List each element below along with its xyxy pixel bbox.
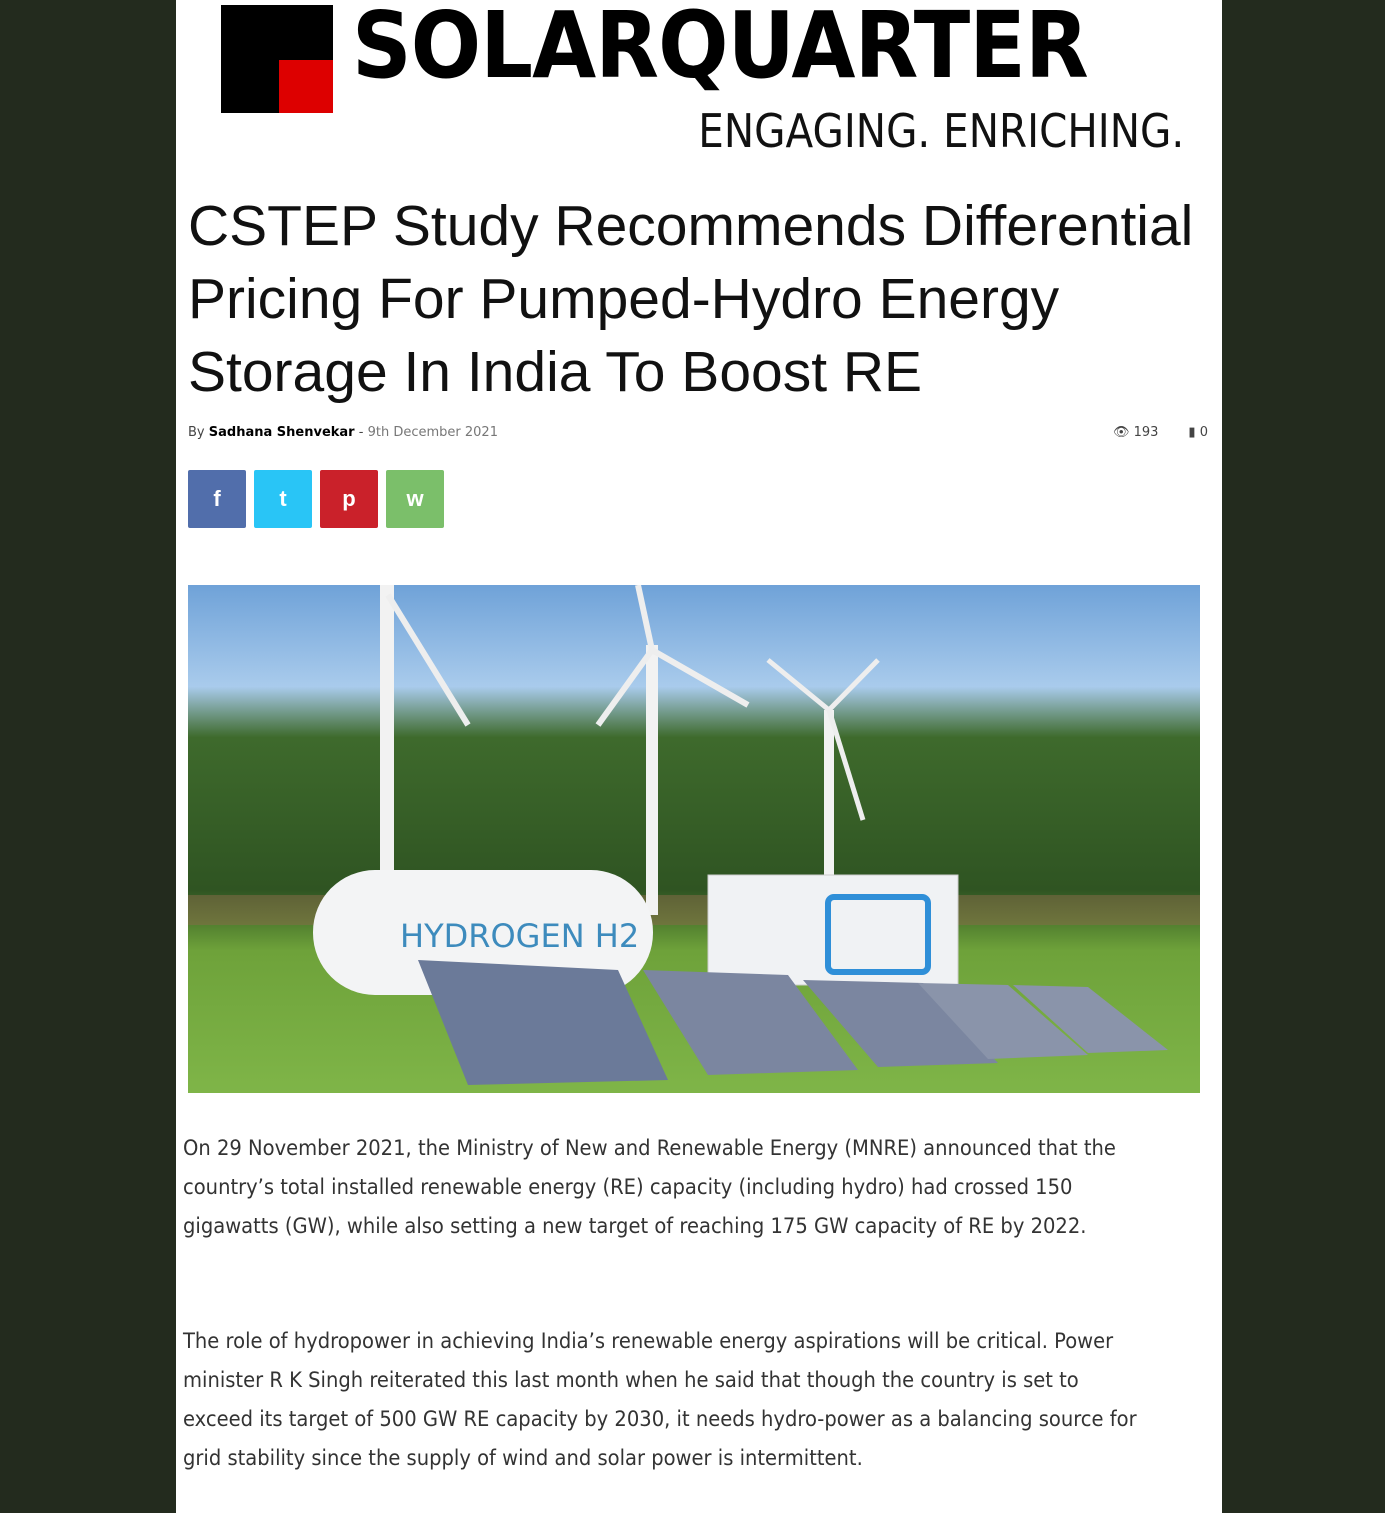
whatsapp-share-button[interactable] [386,470,444,528]
twitter-icon: t [279,486,287,511]
site-tagline: ENGAGING. ENRICHING. [698,104,1184,158]
whatsapp-icon: w [406,486,424,511]
pinterest-icon: p [342,486,356,511]
facebook-share-button[interactable] [188,470,246,528]
comments-link[interactable] [1188,425,1208,440]
article-page [176,0,1222,1513]
comment-icon: ▮ [1188,425,1196,440]
article-paragraph: On 29 November 2021, the Ministry of New and Renewable Energy (MNRE) announced that the country’s total installed renewable energy (RE) capacity (including hydro) had crossed 150 gigawatts (GW), while also setting a new target of reaching 175 GW capacity of RE by 2022. [183,1136,1116,1238]
article-title: CSTEP Study Recommends Differential Pricing For Pumped-Hydro Energy Storage In India To Boost RE [188,194,1194,404]
pinterest-share-button[interactable] [320,470,378,528]
hydrogen-tank-label: HYDROGEN H2 [400,917,640,955]
site-logo-text[interactable]: SOLARQUARTER [352,0,1088,99]
meta-separator: - [358,425,364,440]
featured-image [188,585,1200,1093]
hydrogen-wind-solar-illustration [188,585,1200,1093]
view-count: 193 [1133,425,1159,440]
article-paragraph: The role of hydropower in achieving India’s renewable energy aspirations will be critical. Power minister R K Singh reiterated this last month when he said that though the country is set to exceed its target of 500 GW RE capacity by 2030, it needs hydro-power as a balancing source for grid stability since the supply of wind and solar power is intermittent. [183,1329,1137,1470]
by-label: By [188,425,205,440]
publish-date: 9th December 2021 [367,425,498,440]
share-buttons [188,470,444,528]
article-stats [1113,425,1208,440]
site-logo-mark[interactable] [221,5,333,113]
author-link[interactable]: Sadhana Shenvekar [208,425,355,440]
comment-count: 0 [1199,425,1208,440]
twitter-share-button[interactable] [254,470,312,528]
facebook-icon: f [213,486,221,511]
article-meta [188,425,498,440]
eye-icon: 👁 [1112,425,1130,440]
